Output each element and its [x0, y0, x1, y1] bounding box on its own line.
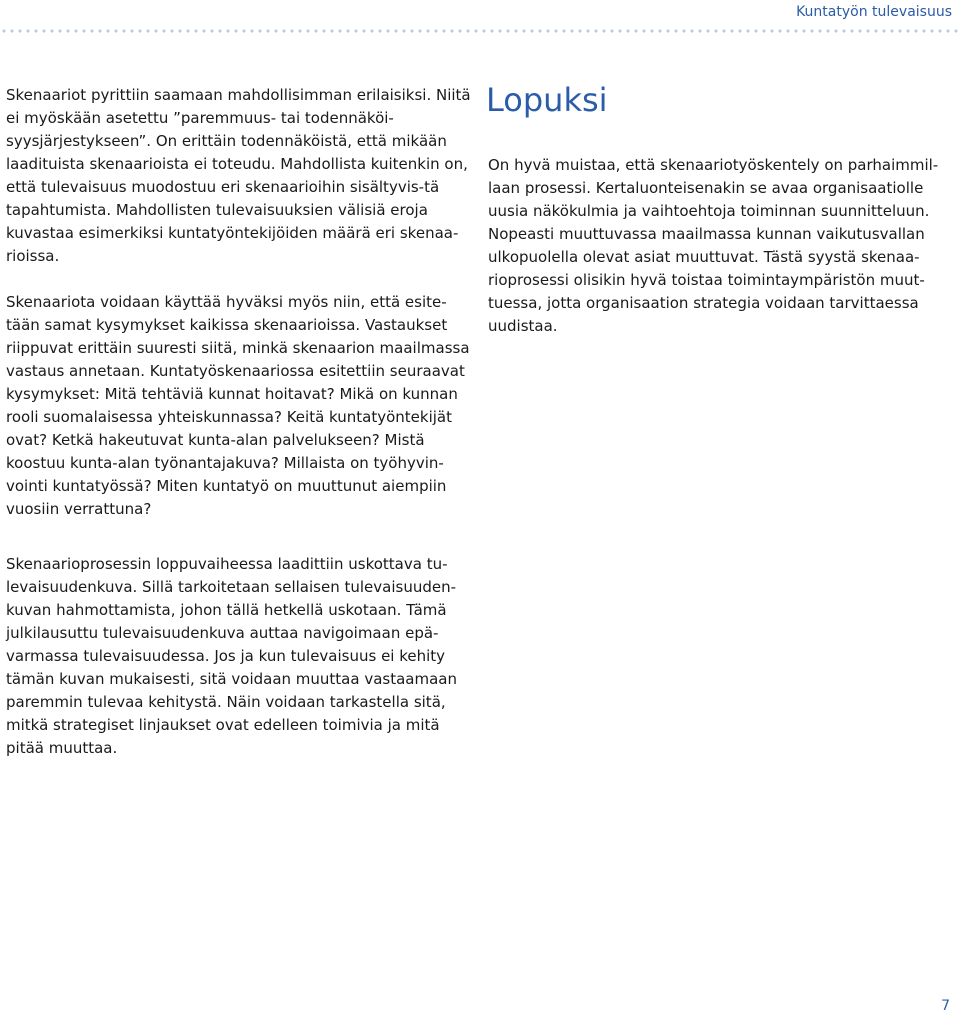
running-header: Kuntatyön tulevaisuus [796, 4, 952, 20]
left-column [6, 84, 476, 760]
paragraph-scenario-questions: Skenaariota voidaan käyttää hyväksi myös niin, että esite-tään samat kysymykset kaikissa skenaarioissa. Vastaukset riippuvat erittäin suuresti siitä, minkä skenaarion maailmassa vastaus annetaan. Kuntatyöskenaariossa esitettiin seuraavat kysymykset: Mitä tehtäviä kunnat hoitavat? Mikä on kunnan rooli suomalaisessa yhteiskunnassa? Keitä kuntatyöntekijät ovat? Ketkä hakeutuvat kunta-alan palvelukseen? Mistä koostuu kunta-alan työnantajakuva? Millaista on työhyvin-vointi kuntatyössä? Miten kuntatyö on muuttunut aiempiin vuosiin verrattuna? [6, 293, 470, 518]
paragraph-scenarios-diversity: Skenaariot pyrittiin saamaan mahdollisimman erilaisiksi. Niitä ei myöskään asetettu ”paremmuus- tai todennäköi-syysjärjestykseen”. On erittäin todennäköistä, että mikään laadituista skenaarioista ei toteudu. Mahdollista kuitenkin on, että tulevaisuus muodostuu eri skenaarioihin sisältyvis-tä tapahtumista. Mahdollisten tulevaisuuksien välisiä eroja kuvastaa esimerkiksi kuntatyöntekijöiden määrä eri skenaa-rioissa. [6, 86, 471, 265]
page-number: 7 [941, 998, 950, 1014]
paragraph-future-image: Skenaarioprosessin loppuvaiheessa laadittiin uskottava tu-levaisuudenkuva. Sillä tarkoitetaan sellaisen tulevaisuuden-kuvan hahmottamista, johon tällä hetkellä uskotaan. Tämä julkilausuttu tulevaisuudenkuva auttaa navigoimaan epä-varmassa tulevaisuudessa. Jos ja kun tulevaisuus ei kehity tämän kuvan mukaisesti, sitä voidaan muuttaa vastaamaan paremmin tulevaa kehitystä. Näin voidaan tarkastella sitä, mitkä strategiset linjaukset ovat edelleen toimivia ja mitä pitää muuttaa. [6, 555, 457, 757]
section-title-lopuksi: Lopuksi [486, 81, 608, 119]
paragraph-conclusion: On hyvä muistaa, että skenaariotyöskentely on parhaimmil-laan prosessi. Kertaluonteisenakin se avaa organisaatiolle uusia näkökulmia ja vaihtoehtoja toiminnan suunnitteluun. Nopeasti muuttuvassa maailmassa kunnan vaikutusvallan ulkopuolella olevat asiat muuttuvat. Tästä syystä skenaa-rioprosessi olisikin hyvä toistaa toimintaympäristön muut-tuessa, jotta organisaation strategia voidaan tarvittaessa uudistaa. [488, 156, 939, 335]
right-column [488, 154, 956, 338]
dotted-divider [0, 28, 960, 34]
